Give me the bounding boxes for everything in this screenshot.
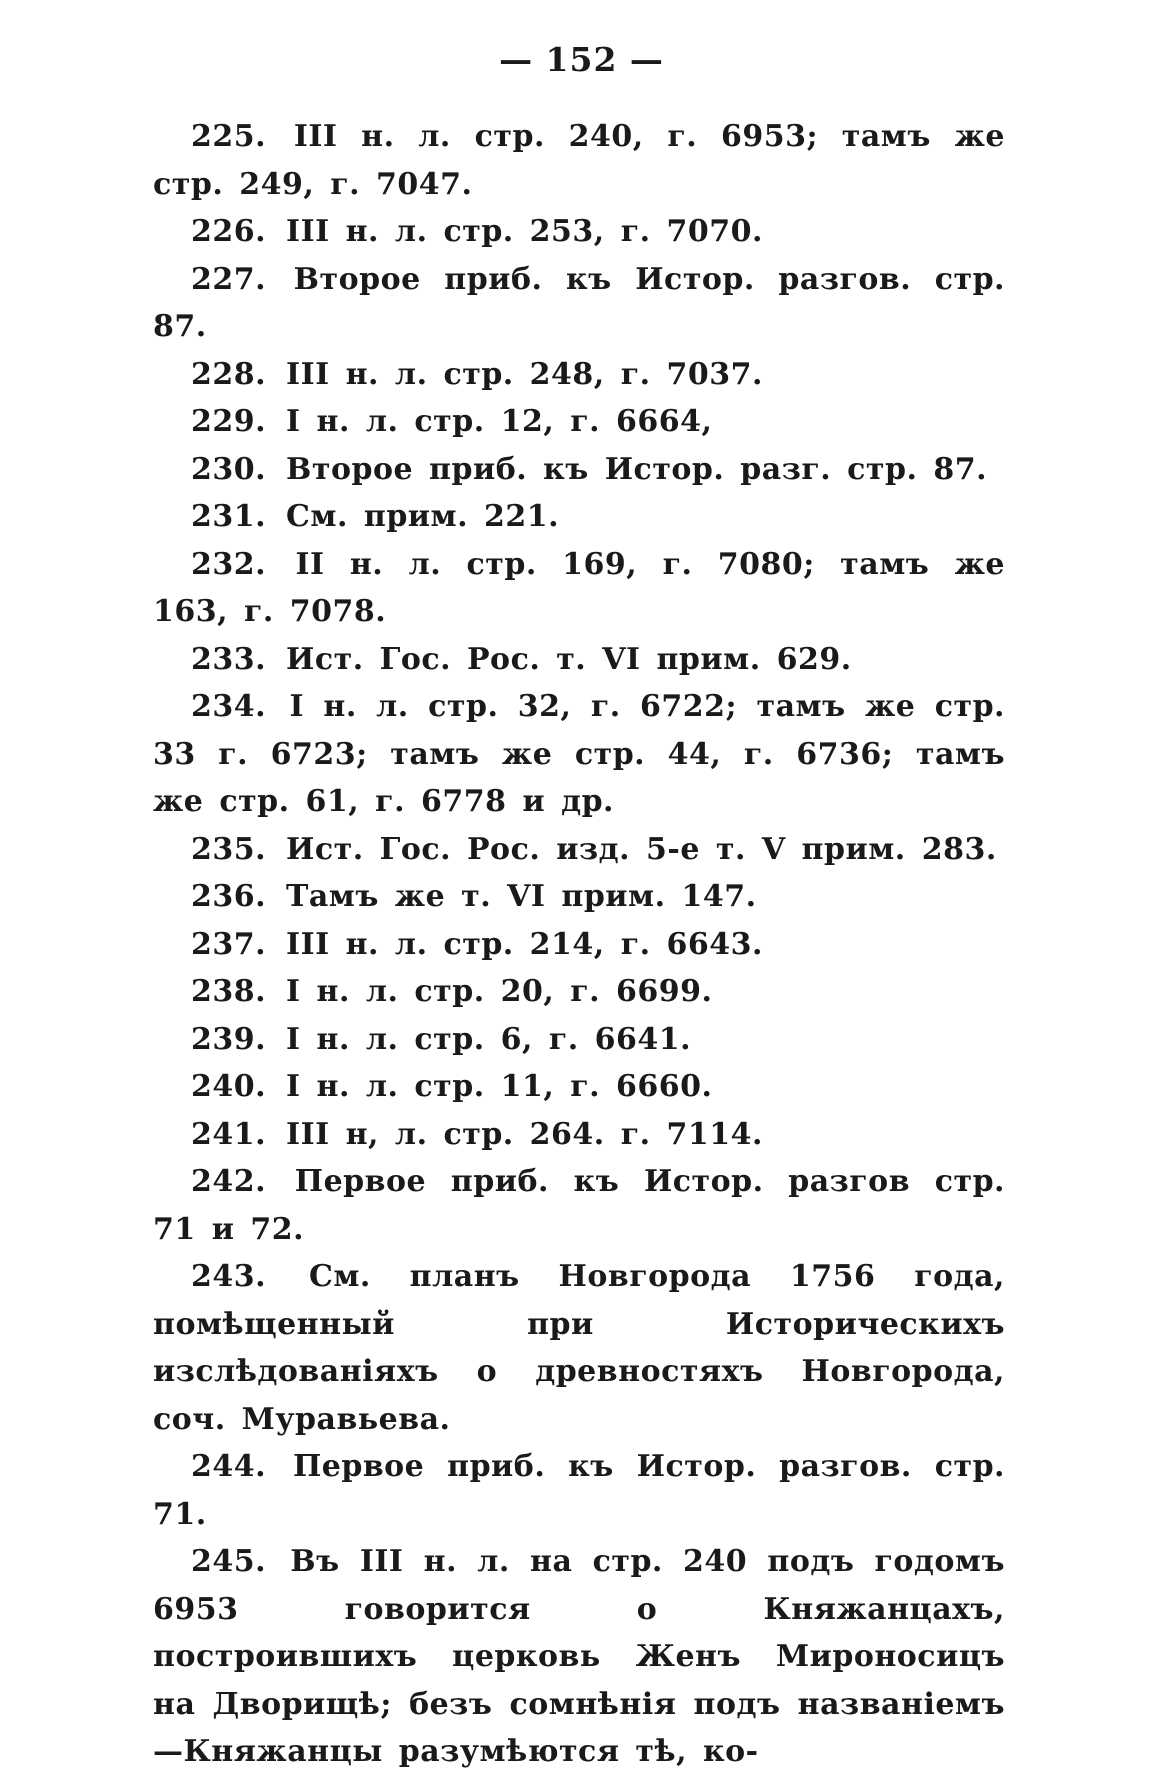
note-number: 229. (191, 404, 267, 439)
note-7 (153, 541, 1005, 636)
note-number: 226. (191, 214, 267, 249)
note-14 (153, 1016, 1005, 1064)
note-12 (153, 921, 1005, 969)
note-number: 240. (191, 1069, 267, 1104)
note-4 (153, 398, 1005, 446)
note-text: Ист. Гос. Рос. т. VI прим. 629. (286, 641, 852, 677)
note-10 (153, 826, 1005, 874)
note-number: 227. (191, 261, 267, 297)
note-text: Ист. Гос. Рос. изд. 5-е т. V прим. 283. (286, 831, 997, 867)
note-text: I н. л. стр. 20, г. 6699. (286, 974, 713, 1009)
note-text: II н. л. стр. 169, г. 7080; тамъ же 163, г. 7078. (153, 546, 1006, 629)
note-text: См. прим. 221. (286, 499, 560, 534)
note-number: 232. (191, 546, 267, 582)
note-6 (153, 493, 1005, 541)
note-16 (153, 1111, 1005, 1159)
note-18 (153, 1253, 1005, 1443)
note-text: III н. л. стр. 253, г. 7070. (286, 214, 763, 249)
note-number: 231. (191, 499, 267, 534)
note-text: I н. л. стр. 11, г. 6660. (286, 1069, 713, 1104)
note-number: 241. (191, 1116, 267, 1152)
note-number: 245. (191, 1544, 267, 1579)
note-number: 242. (191, 1164, 267, 1199)
note-number: 228. (191, 356, 267, 392)
note-number: 235. (191, 831, 267, 867)
note-text: I н. л. стр. 32, г. 6722; тамъ же стр. 33 г. 6723; тамъ же стр. 44, г. 6736; тамъ же стр. 61, г. 6778 и др. (153, 689, 1006, 819)
note-number: 236. (191, 879, 267, 914)
note-5 (153, 446, 1005, 494)
note-9 (153, 683, 1005, 826)
notes-list (153, 113, 1005, 1776)
note-number: 243. (191, 1259, 267, 1294)
note-number: 225. (191, 119, 267, 154)
note-text: I н. л. стр. 6, г. 6641. (286, 1021, 692, 1057)
note-8 (153, 636, 1005, 684)
note-text: III н, л. стр. 264. г. 7114. (286, 1116, 763, 1152)
note-text: См. планъ Новгорода 1756 года, помѣщенный при Историческихъ изслѣдованіяхъ о древностяхъ Новгорода, соч. Муравьева. (153, 1259, 1005, 1437)
note-2 (153, 256, 1005, 351)
note-11 (153, 873, 1005, 921)
note-number: 238. (191, 974, 267, 1009)
note-0 (153, 113, 1005, 208)
note-text: Второе приб. къ Истор. разг. стр. 87. (286, 451, 988, 487)
note-number: 233. (191, 641, 267, 677)
note-text: III н. л. стр. 248, г. 7037. (286, 356, 763, 392)
note-number: 234. (191, 689, 267, 724)
note-3 (153, 351, 1005, 399)
note-text: III н. л. стр. 240, г. 6953; тамъ же стр. 249, г. 7047. (153, 119, 1005, 202)
note-19 (153, 1443, 1005, 1538)
note-15 (153, 1063, 1005, 1111)
note-text: Первое приб. къ Истор. разгов. стр. 71. (153, 1449, 1005, 1532)
note-text: I н. л. стр. 12, г. 6664, (286, 404, 713, 439)
note-20 (153, 1538, 1005, 1776)
note-number: 230. (191, 451, 267, 487)
note-text: Тамъ же т. VI прим. 147. (286, 879, 757, 914)
note-number: 244. (191, 1449, 267, 1484)
page-number: — 152 — (499, 40, 664, 79)
note-text: III н. л. стр. 214, г. 6643. (286, 926, 763, 962)
note-1 (153, 208, 1005, 256)
note-13 (153, 968, 1005, 1016)
note-text: Второе приб. къ Истор. разгов. стр. 87. (153, 261, 1005, 344)
note-number: 237. (191, 926, 267, 962)
note-17 (153, 1158, 1005, 1253)
note-text: Первое приб. къ Истор. разгов стр. 71 и 72. (153, 1164, 1005, 1247)
note-number: 239. (191, 1021, 267, 1057)
note-text: Въ III н. л. на стр. 240 подъ годомъ 6953 говорится о Княжанцахъ, построившихъ церковь Женъ Мироносицъ на Дворищѣ; безъ сомнѣнія подъ названіемъ—Княжанцы разумѣются тѣ, ко- (153, 1544, 1006, 1769)
